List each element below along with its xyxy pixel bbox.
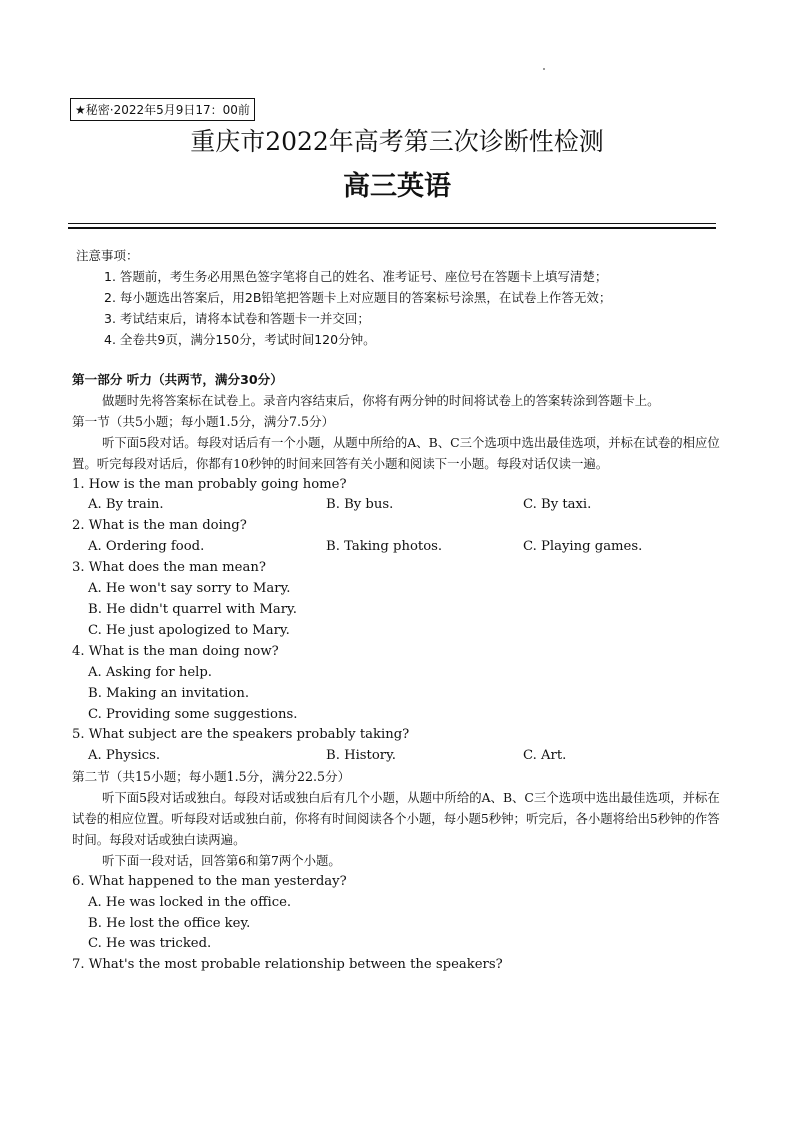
- exam-subtitle: 高三英语: [343, 171, 451, 202]
- option-a: A. Physics.: [88, 748, 161, 764]
- part1-heading: 第一部分 听力（共两节，满分30分）: [72, 372, 283, 387]
- header-rule-top: [68, 223, 716, 224]
- section2-intro: 听下面5段对话或独白。每段对话或独白后有几个小题，从题中所给的A、B、C三个选项中选出最佳选项，并标在试卷的相应位置。听每段对话或独白前，你将有时间阅读各个小题，每小题5秒钟；听完后，各小题将给出5秒钟的作答时间。每段对话或独白读两遍。: [72, 790, 720, 847]
- option-b: B. He didn't quarrel with Mary.: [88, 601, 297, 617]
- question-4: 4. What is the man doing now?: [72, 643, 279, 659]
- question-6: 6. What happened to the man yesterday?: [72, 873, 347, 889]
- question-1: 1. How is the man probably going home?: [72, 476, 347, 492]
- scan-dot: [543, 68, 545, 70]
- question-5: 5. What subject are the speakers probably taking?: [72, 727, 410, 743]
- question-2: 2. What is the man doing?: [72, 518, 247, 534]
- notice-item: 4. 全卷共9页，满分150分，考试时间120分钟。: [104, 332, 376, 347]
- option-c: C. He was tricked.: [88, 936, 212, 952]
- listening-part: [72, 370, 726, 976]
- confidential-label: ★秘密·2022年5月9日17：00前: [70, 98, 255, 121]
- option-c: C. Art.: [523, 748, 567, 764]
- header-rule-bottom: [68, 227, 716, 229]
- option-c: C. Playing games.: [523, 539, 643, 555]
- notice-item: 2. 每小题选出答案后，用2B铅笔把答题卡上对应题目的答案标号涂黑，在试卷上作答无效；: [104, 290, 612, 305]
- notice-heading: 注意事项：: [76, 248, 139, 263]
- option-b: B. Making an invitation.: [88, 685, 250, 701]
- part1-intro: 做题时先将答案标在试卷上。录音内容结束后，你将有两分钟的时间将试卷上的答案转涂到答题卡上。: [102, 392, 660, 408]
- option-c: C. By taxi.: [523, 497, 592, 513]
- option-b: B. History.: [326, 748, 396, 764]
- question-7: 7. What's the most probable relationship between the speakers?: [72, 957, 503, 973]
- option-b: B. By bus.: [326, 497, 394, 513]
- question-3: 3. What does the man mean?: [72, 560, 266, 576]
- option-c: C. Providing some suggestions.: [88, 706, 298, 722]
- section1-intro: 听下面5段对话。每段对话后有一个小题，从题中所给的A、B、C三个选项中选出最佳选项，并标在试卷的相应位置。听完每段对话后，你都有10秒钟的时间来回答有关小题和阅读下一小题。每段对话仅读一遍。: [72, 434, 720, 471]
- notice-item: 1. 答题前，考生务必用黑色签字笔将自己的姓名、准考证号、座位号在答题卡上填写清楚；: [104, 269, 608, 284]
- option-b: B. Taking photos.: [326, 539, 443, 555]
- option-a: A. Asking for help.: [88, 664, 212, 680]
- dialog6-intro: 听下面一段对话，回答第6和第7两个小题。: [102, 852, 341, 868]
- exam-title: 重庆市2022年高考第三次诊断性检测: [190, 127, 604, 156]
- option-a: A. By train.: [88, 497, 164, 513]
- option-a: A. He won't say sorry to Mary.: [88, 581, 291, 597]
- option-c: C. He just apologized to Mary.: [88, 622, 290, 638]
- option-a: A. He was locked in the office.: [88, 894, 292, 910]
- notice-block: [76, 245, 611, 350]
- question-2-options: [72, 537, 726, 558]
- notice-item: 3. 考试结束后，请将本试卷和答题卡一并交回；: [104, 311, 370, 326]
- option-b: B. He lost the office key.: [88, 915, 251, 931]
- option-a: A. Ordering food.: [88, 539, 205, 555]
- section2-heading: 第二节（共15小题；每小题1.5分，满分22.5分）: [72, 769, 351, 785]
- section1-heading: 第一节（共5小题；每小题1.5分，满分7.5分）: [72, 413, 335, 429]
- question-5-options: [72, 746, 726, 767]
- question-1-options: [72, 495, 726, 516]
